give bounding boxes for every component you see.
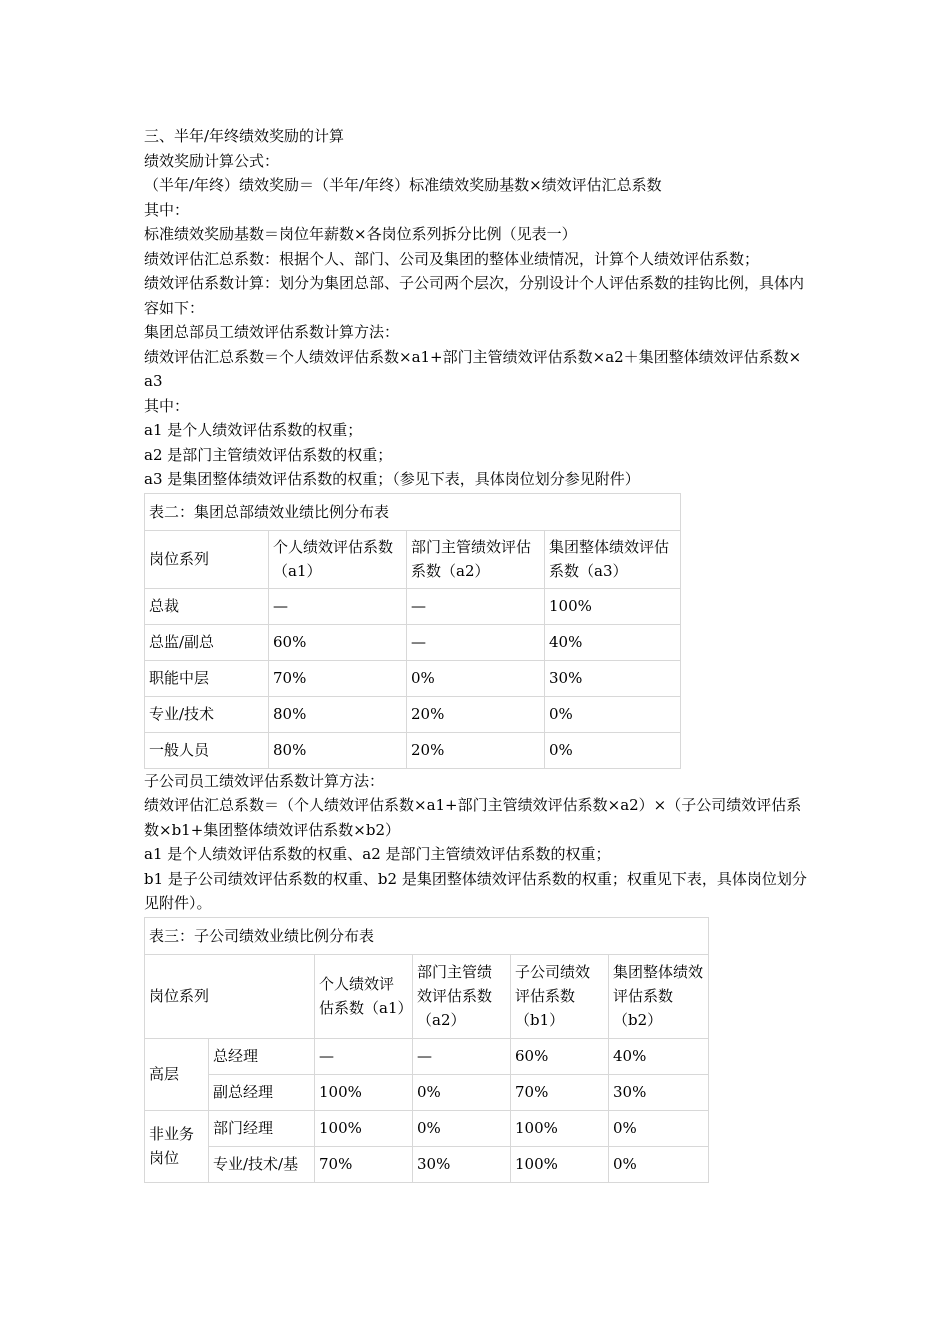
table-cell: 30% <box>413 1146 511 1182</box>
table-header-cell: 集团整体绩效评估系数（b2） <box>609 954 709 1038</box>
table-cell: 70% <box>511 1074 609 1110</box>
table-cell: 20% <box>407 732 545 768</box>
table-cell: 60% <box>269 624 407 660</box>
table-cell: 40% <box>545 624 681 660</box>
table-header-cell: 集团整体绩效评估系数（a3） <box>545 530 681 588</box>
table-cell: 80% <box>269 696 407 732</box>
table-cell: 职能中层 <box>145 660 269 696</box>
paragraph: 绩效评估汇总系数：根据个人、部门、公司及集团的整体业绩情况，计算个人绩效评估系数； <box>144 249 760 268</box>
paragraph: 其中： <box>144 200 190 219</box>
paragraph: a1 是个人绩效评估系数的权重； <box>144 421 363 439</box>
table-group-label: 非业务岗位 <box>145 1110 209 1182</box>
table-cell: 总裁 <box>145 588 269 624</box>
table-cell: 80% <box>269 732 407 768</box>
paragraph: a3 是集团整体绩效评估系数的权重；（参见下表，具体岗位划分参见附件） <box>144 470 640 488</box>
table-header-cell: 岗位系列 <box>145 530 269 588</box>
table-cell: 100% <box>511 1110 609 1146</box>
table-cell: 专业/技术/基 <box>209 1146 315 1182</box>
document-content <box>144 124 809 1183</box>
table-cell: — <box>407 588 545 624</box>
paragraph: a1 是个人绩效评估系数的权重、a2 是部门主管绩效评估系数的权重； <box>144 845 611 863</box>
formula-paragraph: 绩效评估汇总系数＝（个人绩效评估系数×a1+部门主管绩效评估系数×a2）×（子公司绩效评估系数×b1+集团整体绩效评估系数×b2） <box>144 796 802 839</box>
table-cell: 总经理 <box>209 1038 315 1074</box>
table-cell: 40% <box>609 1038 709 1074</box>
table-header-cell: 子公司绩效评估系数（b1） <box>511 954 609 1038</box>
table-cell: 100% <box>315 1110 413 1146</box>
table-cell: 60% <box>511 1038 609 1074</box>
table-cell: 0% <box>609 1110 709 1146</box>
table-cell: 100% <box>511 1146 609 1182</box>
paragraph: 绩效评估系数计算：划分为集团总部、子公司两个层次，分别设计个人评估系数的挂钩比例，具体内容如下： <box>144 274 805 317</box>
table-cell: 0% <box>407 660 545 696</box>
table-cell: 0% <box>413 1110 511 1146</box>
table-group-label: 高层 <box>145 1038 209 1110</box>
table-row <box>145 1038 709 1074</box>
table-cell: 0% <box>545 732 681 768</box>
formula-paragraph: 绩效评估汇总系数＝个人绩效评估系数×a1+部门主管绩效评估系数×a2＋集团整体绩效评估系数×a3 <box>144 347 802 390</box>
paragraph: 绩效奖励计算公式： <box>144 151 280 170</box>
table-header-cell: 岗位系列 <box>145 954 315 1038</box>
table-header-cell: 部门主管绩效评估系数（a2） <box>413 954 511 1038</box>
table-cell: 一般人员 <box>145 732 269 768</box>
paragraph: 集团总部员工绩效评估系数计算方法： <box>144 323 400 341</box>
table-caption: 表三：子公司绩效业绩比例分布表 <box>145 917 709 954</box>
paragraph: 标准绩效奖励基数＝岗位年薪数×各岗位系列拆分比例（见表一） <box>144 225 577 243</box>
table-cell: 0% <box>413 1074 511 1110</box>
table-cell: — <box>413 1038 511 1074</box>
table-cell: 100% <box>315 1074 413 1110</box>
table-header-cell: 个人绩效评估系数（a1） <box>269 530 407 588</box>
section-heading: 三、半年/年终绩效奖励的计算 <box>144 127 345 145</box>
table-cell: — <box>407 624 545 660</box>
table-cell: 20% <box>407 696 545 732</box>
table-caption: 表二：集团总部绩效业绩比例分布表 <box>145 493 681 530</box>
table-row <box>145 588 681 624</box>
formula-paragraph: （半年/年终）绩效奖励＝（半年/年终）标准绩效奖励基数×绩效评估汇总系数 <box>144 176 662 194</box>
paragraph: a2 是部门主管绩效评估系数的权重； <box>144 445 393 464</box>
table-group-hq-ratio <box>144 493 681 769</box>
table-cell: 100% <box>545 588 681 624</box>
table-row <box>145 624 681 660</box>
table-cell: 30% <box>609 1074 709 1110</box>
table-cell: — <box>315 1038 413 1074</box>
table-row <box>145 1110 709 1146</box>
table-row <box>145 660 681 696</box>
table-header-cell: 部门主管绩效评估系数（a2） <box>407 530 545 588</box>
paragraph: b1 是子公司绩效评估系数的权重、b2 是集团整体绩效评估系数的权重；权重见下表，具体岗位划分见附件）。 <box>144 869 807 912</box>
table-cell: 70% <box>269 660 407 696</box>
table-row <box>145 1074 709 1110</box>
table-cell: 部门经理 <box>209 1110 315 1146</box>
paragraph: 子公司员工绩效评估系数计算方法： <box>144 771 385 790</box>
table-row <box>145 732 681 768</box>
paragraph: 其中： <box>144 396 190 415</box>
table-header-cell: 个人绩效评估系数（a1） <box>315 954 413 1038</box>
table-cell: 总监/副总 <box>145 624 269 660</box>
table-cell: 0% <box>609 1146 709 1182</box>
table-cell: 副总经理 <box>209 1074 315 1110</box>
table-cell: 专业/技术 <box>145 696 269 732</box>
table-row <box>145 1146 709 1182</box>
table-cell: 30% <box>545 660 681 696</box>
table-cell: 70% <box>315 1146 413 1182</box>
table-subsidiary-ratio <box>144 917 709 1183</box>
table-row <box>145 696 681 732</box>
table-cell: — <box>269 588 407 624</box>
table-cell: 0% <box>545 696 681 732</box>
